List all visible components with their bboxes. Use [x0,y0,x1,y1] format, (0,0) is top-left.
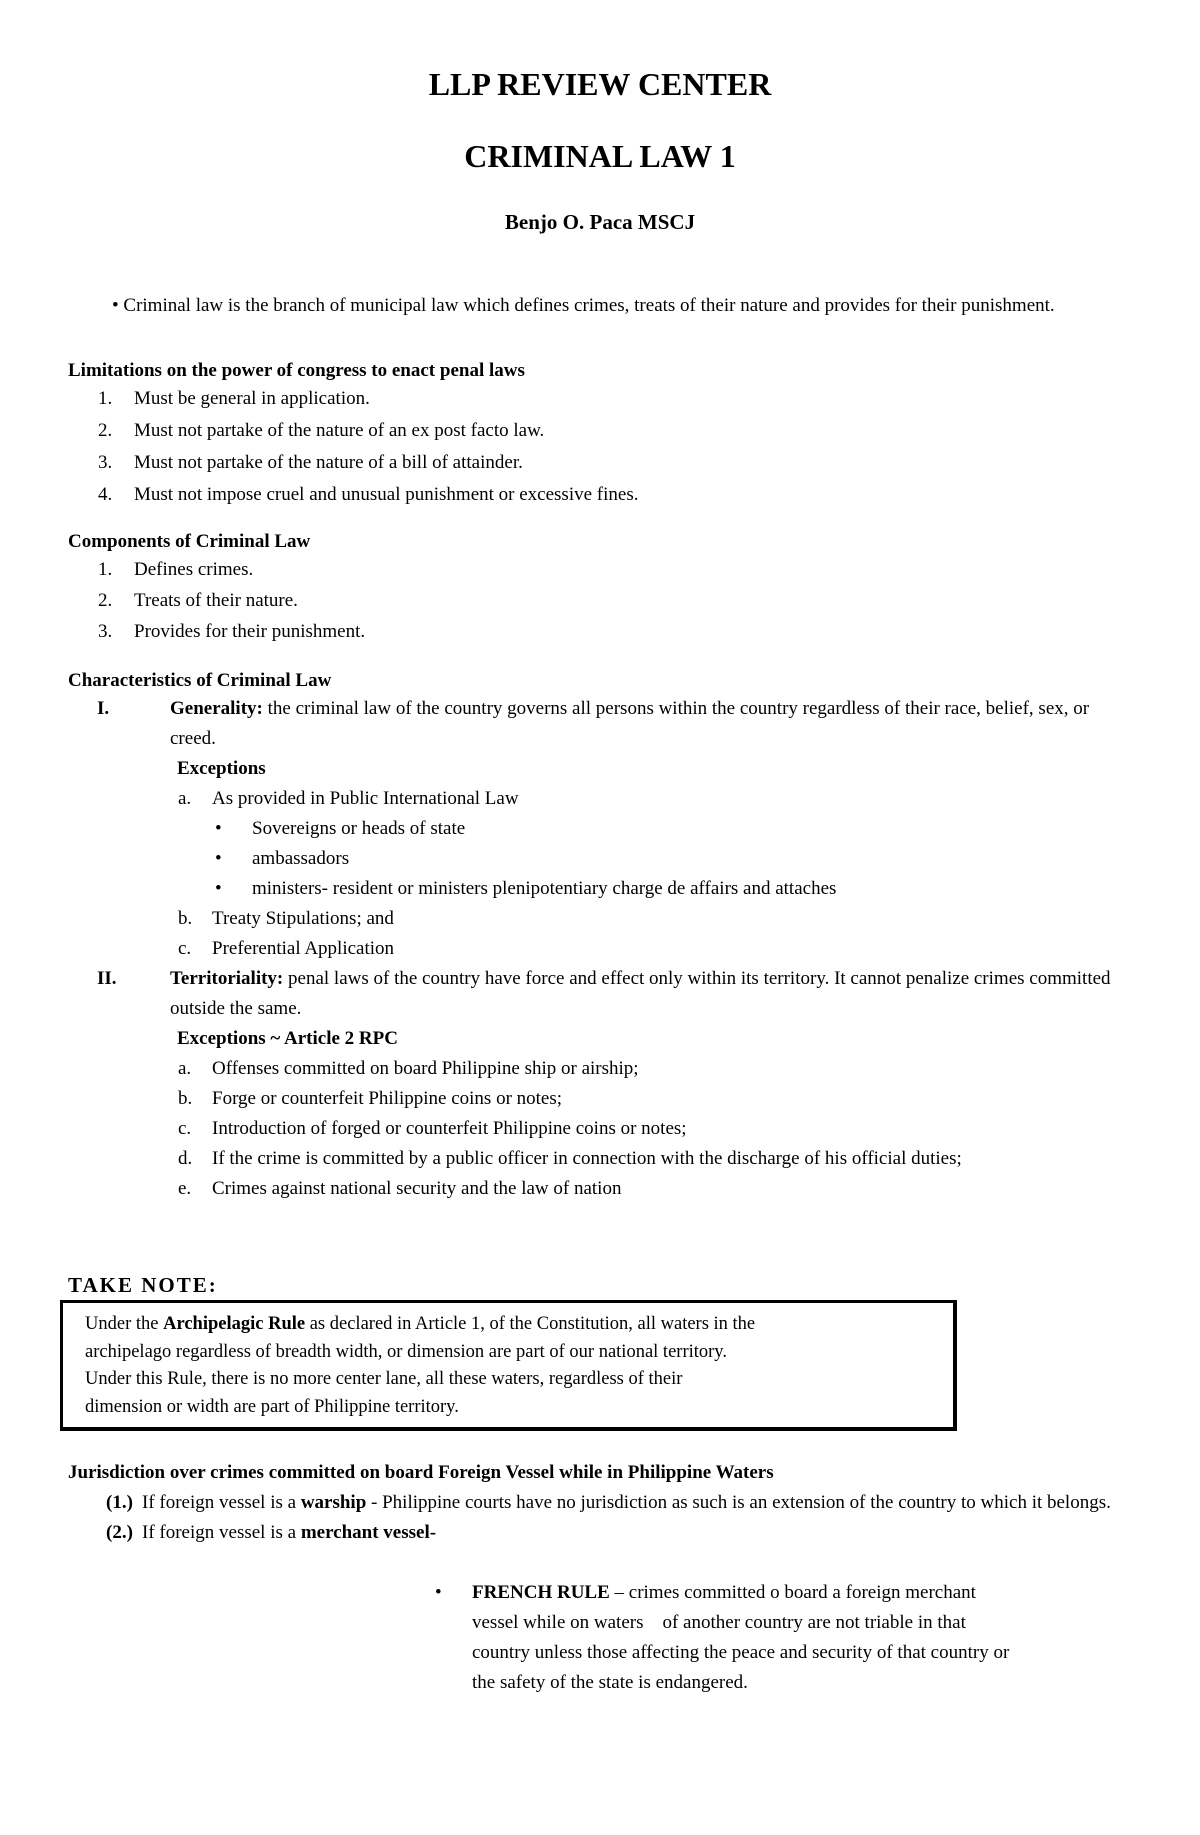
list-item [68,447,1137,479]
heading-limitations: Limitations on the power of congress to enact penal laws [68,360,525,381]
note-line [85,1311,933,1339]
list-item [68,585,1137,616]
french-rule-bullet [435,1578,1172,1698]
jurisdiction-list [68,1488,1137,1548]
exception-text: Introduction of forged or counterfeit Philippine coins or notes; [212,1118,687,1139]
bullet-icon: • [215,818,222,839]
exception-item [68,784,1137,814]
take-note-label: TAKE NOTE: [68,1273,218,1297]
exception-item [68,934,1137,964]
exception-text: If the crime is committed by a public officer in connection with the discharge of his official duties; [212,1148,962,1169]
intro-paragraph [68,291,1137,321]
list-item-text: Treats of their nature. [134,590,298,611]
bullet-icon: • [215,848,222,869]
french-rule-term: FRENCH RULE [472,1582,610,1603]
letter-marker: c. [178,938,192,959]
list-item-text: Must not partake of the nature of a bill of attainder. [134,452,523,473]
french-rule-line: country unless those affecting the peace and security of that country or [472,1642,1010,1663]
bullet-icon: • [112,295,119,316]
limitations-list [68,383,1137,511]
note-text: Under the [85,1314,164,1334]
french-rule-line: the safety of the state is endangered. [472,1672,748,1693]
sub-bullet-text: ministers- resident or ministers plenipotentiary charge de affairs and attaches [252,878,837,899]
french-rule-text: – crimes committed o board a foreign merchant [609,1582,976,1603]
generality-item [68,694,1137,754]
sub-bullet-item [68,814,1137,844]
heading-jurisdiction: Jurisdiction over crimes committed on board Foreign Vessel while in Philippine Waters [68,1462,774,1483]
list-marker: 3. [98,452,113,473]
exceptions-article2-label: Exceptions ~ Article 2 RPC [177,1028,398,1049]
list-item-text: Must not impose cruel and unusual punishment or excessive fines. [134,484,639,505]
author-line: Benjo O. Paca MSCJ [504,210,696,234]
jurisdiction-item-2 [68,1518,1137,1548]
list-marker: 2. [98,420,113,441]
list-item-text: Provides for their punishment. [134,621,366,642]
letter-marker: b. [178,1088,193,1109]
french-rule-line [472,1578,1172,1608]
letter-marker: d. [178,1148,193,1169]
exception-text: As provided in Public International Law [212,788,519,809]
list-marker: 4. [98,484,113,505]
list-item [68,554,1137,585]
list-item-text: Must not partake of the nature of an ex post facto law. [134,420,545,441]
exception-text: Crimes against national security and the law of nation [212,1178,622,1199]
territoriality-term: Territoriality: [170,968,284,989]
territoriality-text: penal laws of the country have force and effect only within its territory. It cannot penalize crimes committed outside the same. [170,968,1111,1019]
list-item-text: Must be general in application. [134,388,370,409]
heading-components: Components of Criminal Law [68,531,311,552]
exception-item [68,1174,1137,1204]
note-line: archipelago regardless of breadth width, or dimension are part of our national territory. [85,1341,727,1362]
item-text: If foreign vessel is a [142,1492,301,1513]
generality-term: Generality: [170,698,263,719]
archipelagic-rule-term: Archipelagic Rule [163,1314,306,1334]
exception-text: Forge or counterfeit Philippine coins or notes; [212,1088,563,1109]
warship-term: warship [300,1492,367,1513]
sub-bullet-text: Sovereigns or heads of state [252,818,466,839]
note-text: as declared in Article 1, of the Constitution, all waters in the [305,1314,756,1334]
jurisdiction-item-1 [68,1488,1137,1518]
note-line: Under this Rule, there is no more center lane, all these waters, regardless of their [85,1369,683,1389]
exception-item [68,904,1137,934]
take-note-box [60,1300,957,1431]
sub-bullet-text: ambassadors [252,848,350,869]
exception-text: Treaty Stipulations; and [212,908,394,929]
page-title: LLP REVIEW CENTER [428,66,772,102]
components-list [68,554,1137,647]
list-item [68,383,1137,415]
heading-characteristics: Characteristics of Criminal Law [68,670,332,691]
generality-text: the criminal law of the country governs all persons within the country regardless of their race, belief, sex, or creed. [170,698,1090,749]
item-text: - Philippine courts have no jurisdiction as such is an extension of the country to which it belongs. [366,1492,1111,1513]
paren-marker: (1.) [106,1492,133,1513]
merchant-vessel-term: merchant vessel- [300,1522,437,1543]
course-title: CRIMINAL LAW 1 [464,138,736,174]
list-marker: 3. [98,621,113,642]
exception-text: Offenses committed on board Philippine ship or airship; [212,1058,639,1079]
paren-marker: (2.) [106,1522,133,1543]
territoriality-item [68,964,1137,1024]
exception-item [68,1054,1137,1084]
sub-bullet-item [68,844,1137,874]
exception-text: Preferential Application [212,938,395,959]
list-marker: 1. [98,388,113,409]
note-line: dimension or width are part of Philippine territory. [85,1396,459,1417]
list-marker: 2. [98,590,113,611]
exception-item [68,1144,1137,1174]
list-marker: 1. [98,559,113,580]
exception-item [68,1114,1137,1144]
letter-marker: a. [178,1058,192,1079]
bullet-icon: • [215,878,222,899]
letter-marker: c. [178,1118,192,1139]
roman-marker: I. [97,698,110,719]
item-text: If foreign vessel is a [142,1522,301,1543]
characteristics-block [68,694,1137,1204]
letter-marker: a. [178,788,192,809]
bullet-icon: • [435,1582,442,1603]
list-item [68,479,1137,511]
exception-item [68,1084,1137,1114]
french-rule-line: vessel while on waters of another country are not triable in that [472,1612,966,1633]
roman-marker: II. [97,968,117,989]
list-item [68,415,1137,447]
exceptions-label: Exceptions [177,758,266,779]
intro-text: Criminal law is the branch of municipal law which defines crimes, treats of their nature and provides for their punishment. [123,295,1055,316]
letter-marker: e. [178,1178,192,1199]
list-item [68,616,1137,647]
letter-marker: b. [178,908,193,929]
list-item-text: Defines crimes. [134,559,254,580]
sub-bullet-item [68,874,1137,904]
